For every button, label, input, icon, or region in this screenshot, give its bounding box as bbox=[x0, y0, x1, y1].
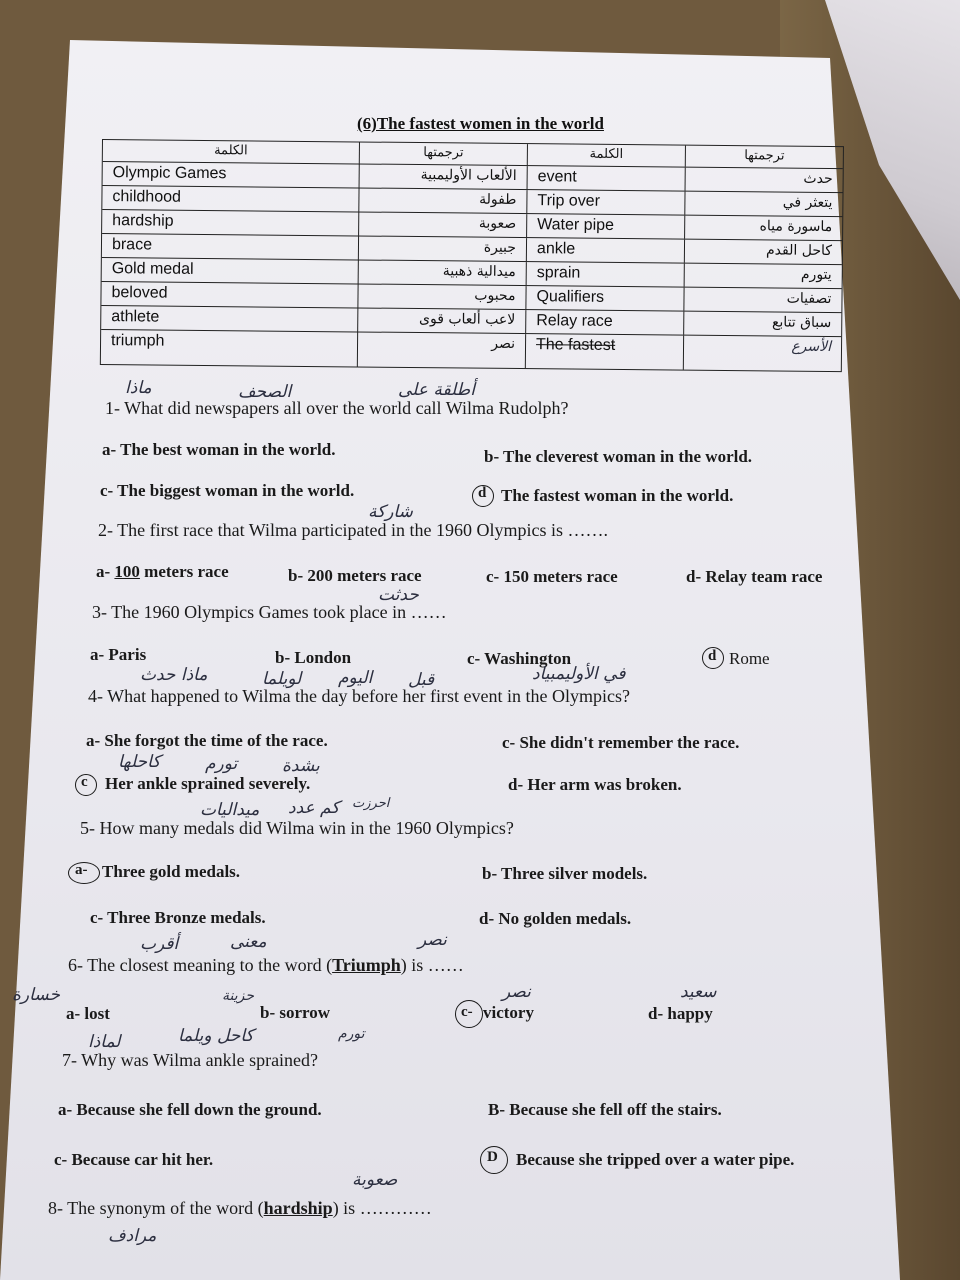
vocab-word: ankle bbox=[527, 238, 685, 263]
vocab-translation: تصفيات bbox=[786, 290, 832, 308]
q4-option-b: Her ankle sprained severely. bbox=[105, 774, 311, 793]
q3-option-d-letter: d bbox=[708, 648, 717, 664]
q3-option-b: b- London bbox=[275, 648, 352, 667]
q5-option-b: b- Three silver models. bbox=[482, 864, 648, 883]
question-5-stem: 5- How many medals did Wilma win in the 1960 Olympics? bbox=[80, 818, 514, 838]
vocab-word: hardship bbox=[102, 210, 359, 235]
q7-option-b: B- Because she fell off the stairs. bbox=[488, 1100, 722, 1119]
handwritten-note: شاركة bbox=[368, 502, 413, 522]
handwritten-note: ماذا حدث bbox=[140, 665, 208, 685]
q6-option-c: victory bbox=[483, 1003, 534, 1022]
handwritten-note: قبل bbox=[408, 670, 435, 690]
handwritten-note: صعوبة bbox=[352, 1170, 398, 1190]
handwritten-note: حزينة bbox=[222, 988, 255, 1004]
vocab-translation: صعوبة bbox=[359, 212, 527, 237]
handwritten-note: نصر bbox=[418, 930, 447, 950]
handwritten-note: احرزت bbox=[352, 796, 390, 811]
q1-option-c: c- The biggest woman in the world. bbox=[100, 481, 355, 500]
vocab-word: Gold medal bbox=[102, 258, 359, 283]
q7-option-d: Because she tripped over a water pipe. bbox=[516, 1150, 795, 1169]
vocab-word: childhood bbox=[102, 186, 359, 211]
handwritten-note: الصحف bbox=[238, 382, 292, 402]
q8-stem-pre: 8- The synonym of the word ( bbox=[48, 1198, 264, 1218]
handwritten-note: اليوم bbox=[338, 668, 373, 688]
handwritten-note: بشدة bbox=[282, 756, 320, 776]
handwritten-note: خسارة bbox=[12, 985, 60, 1005]
vocab-translation: محبوب bbox=[358, 284, 526, 309]
q3-option-c: c- Washington bbox=[467, 649, 572, 668]
q7-option-d-letter: D bbox=[487, 1149, 498, 1165]
vocab-row bbox=[101, 330, 841, 371]
vocab-translation: ماسورة مياه bbox=[759, 218, 833, 236]
q1-option-a: a- The best woman in the world. bbox=[102, 440, 336, 459]
vocab-word: Trip over bbox=[527, 190, 685, 215]
handwritten-note: أطلقة على bbox=[398, 380, 475, 400]
vocab-word: triumph bbox=[101, 330, 358, 366]
q2-option-a-prefix: a- bbox=[96, 562, 115, 581]
q8-stem-post: ) is ………… bbox=[332, 1198, 432, 1218]
header-word-1: الكلمة bbox=[103, 140, 360, 163]
q6-option-d: d- happy bbox=[648, 1004, 713, 1023]
question-7-stem: 7- Why was Wilma ankle sprained? bbox=[62, 1050, 319, 1070]
question-8-stem bbox=[48, 1198, 432, 1219]
q6-option-c-letter: c- bbox=[461, 1004, 473, 1020]
handwritten-note: كم عدد bbox=[288, 798, 340, 818]
vocab-word: brace bbox=[102, 234, 359, 259]
vocab-translation: كاحل القدم bbox=[765, 242, 833, 260]
handwritten-note: حدثت bbox=[378, 585, 419, 605]
vocab-translation: سباق تتابع bbox=[771, 314, 832, 332]
question-1-stem: 1- What did newspapers all over the world call Wilma Rudolph? bbox=[105, 398, 569, 418]
q4-option-c: c- She didn't remember the race. bbox=[502, 733, 740, 752]
q6-option-a: a- lost bbox=[66, 1004, 110, 1023]
handwritten-note: تورم bbox=[338, 1026, 365, 1042]
header-translation-2: ترجمتها bbox=[744, 148, 785, 164]
q2-option-c: c- 150 meters race bbox=[486, 567, 618, 586]
vocab-word: athlete bbox=[101, 306, 358, 331]
question-6-stem bbox=[68, 955, 464, 976]
header-translation-1: ترجمتها bbox=[360, 142, 528, 165]
vocab-word: Water pipe bbox=[527, 214, 685, 239]
q2-option-a bbox=[96, 562, 229, 582]
vocab-translation: ميدالية ذهبية bbox=[359, 260, 527, 285]
q6-stem-pre: 6- The closest meaning to the word ( bbox=[68, 955, 333, 975]
vocab-word: The fastest bbox=[526, 334, 684, 370]
vocab-word: Olympic Games bbox=[103, 162, 360, 187]
vocab-word: Relay race bbox=[526, 310, 684, 335]
q1-option-b: b- The cleverest woman in the world. bbox=[484, 447, 753, 466]
handwritten-note: تورم bbox=[205, 754, 238, 774]
q1-option-d: The fastest woman in the world. bbox=[501, 486, 734, 505]
vocab-translation: طفولة bbox=[359, 188, 527, 213]
vocab-word: event bbox=[528, 166, 686, 191]
handwritten-note: سعيد bbox=[680, 982, 717, 1002]
handwritten-note: ماذا bbox=[125, 378, 152, 398]
vocab-translation: الألعاب الأوليمبية bbox=[360, 164, 528, 189]
q2-option-d: d- Relay team race bbox=[686, 567, 823, 586]
q2-option-a-text: meters race bbox=[139, 562, 229, 581]
q4-option-d: d- Her arm was broken. bbox=[508, 775, 682, 794]
vocab-translation: يتورم bbox=[800, 266, 832, 284]
handwritten-note: لويلما bbox=[262, 669, 302, 689]
vocab-word: sprain bbox=[527, 262, 685, 287]
q5-option-d: d- No golden medals. bbox=[479, 909, 632, 928]
q1-option-d-letter: d bbox=[478, 485, 487, 501]
vocabulary-table bbox=[100, 139, 844, 372]
question-3-stem: 3- The 1960 Olympics Games took place in …… bbox=[92, 602, 447, 622]
vocab-translation: نصر bbox=[358, 332, 526, 368]
q6-stem-post: ) is …… bbox=[400, 955, 464, 975]
worksheet-title: (6)The fastest women in the world bbox=[357, 114, 604, 133]
q3-option-d: Rome bbox=[729, 649, 770, 668]
q5-option-c: c- Three Bronze medals. bbox=[90, 908, 266, 927]
vocab-translation: جبيرة bbox=[359, 236, 527, 261]
vocab-word: Qualifiers bbox=[526, 286, 684, 311]
q6-option-b: b- sorrow bbox=[260, 1003, 331, 1022]
handwritten-note: كاحلها bbox=[118, 752, 161, 772]
q4-option-a: a- She forgot the time of the race. bbox=[86, 731, 328, 750]
vocab-translation-handwritten: الأسرع bbox=[791, 338, 832, 356]
handwritten-note: معنى bbox=[230, 932, 267, 952]
question-4-stem: 4- What happened to Wilma the day before her first event in the Olympics? bbox=[88, 686, 630, 706]
handwritten-note: كاحل ويلما bbox=[178, 1026, 254, 1046]
handwritten-note: في الأوليمبياد bbox=[532, 664, 626, 684]
q4-option-b-letter: c bbox=[81, 774, 88, 790]
q6-target-word: Triumph bbox=[332, 955, 401, 975]
handwritten-note: نصر bbox=[502, 982, 531, 1002]
q5-option-a: Three gold medals. bbox=[102, 862, 241, 881]
vocab-translation: يتعثر في bbox=[782, 194, 833, 212]
header-word-2: الكلمة bbox=[528, 144, 686, 167]
q3-option-a: a- Paris bbox=[90, 645, 147, 664]
q7-option-a: a- Because she fell down the ground. bbox=[58, 1100, 322, 1119]
handwritten-note: لماذا bbox=[88, 1032, 121, 1052]
handwritten-note: مرادف bbox=[108, 1226, 157, 1246]
question-2-stem: 2- The first race that Wilma participated in the 1960 Olympics is ……. bbox=[98, 520, 608, 540]
vocab-translation: حدث bbox=[803, 170, 833, 188]
q8-target-word: hardship bbox=[263, 1198, 333, 1218]
q2-option-a-number: 100 bbox=[114, 562, 140, 581]
handwritten-note: ميداليات bbox=[200, 800, 260, 820]
vocab-word: beloved bbox=[101, 282, 358, 307]
vocab-translation: لاعب ألعاب قوى bbox=[358, 308, 526, 333]
q5-option-a-letter: a- bbox=[75, 862, 88, 878]
q2-option-b: b- 200 meters race bbox=[288, 566, 422, 585]
q7-option-c: c- Because car hit her. bbox=[54, 1150, 214, 1169]
handwritten-note: أقرب bbox=[140, 934, 179, 954]
